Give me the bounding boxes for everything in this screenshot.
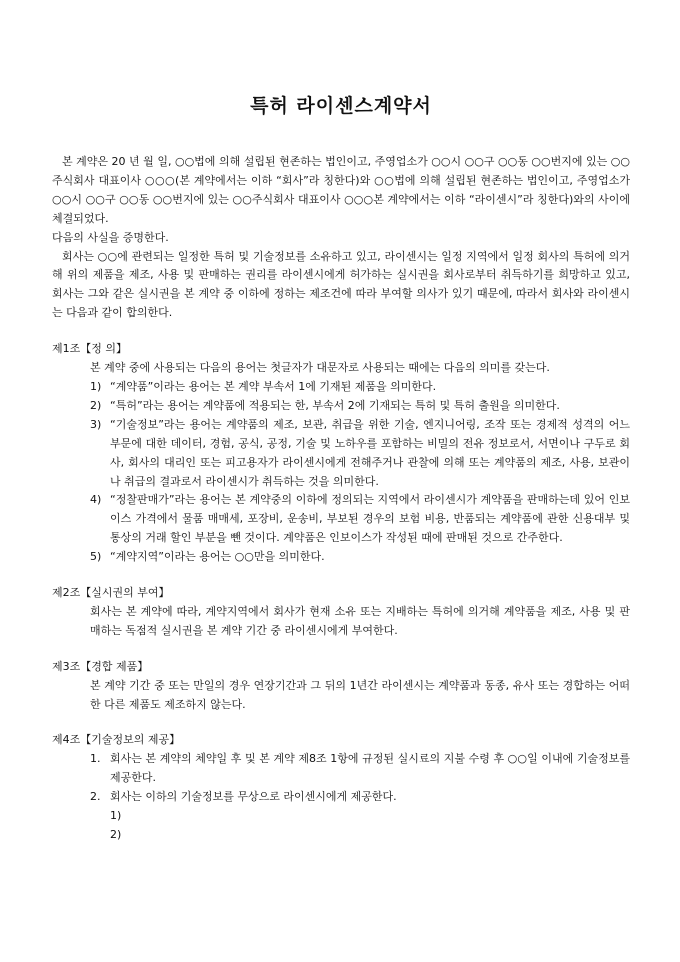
item-number: 2): [90, 398, 102, 412]
article-3-body: 본 계약 기간 중 또는 만일의 경우 연장기간과 그 뒤의 1년간 라이센시는 계약품과 동종, 유사 또는 경합하는 어떠한 다른 제품도 제조하지 않는다.: [90, 678, 630, 711]
article-2-body: 회사는 본 계약에 따라, 계약지역에서 회사가 현재 소유 또는 지배하는 특허에 의거해 계약품을 제조, 사용 및 판매하는 독점적 실시권을 본 계약 기간 중 라이센시에게 부여한다.: [90, 604, 630, 637]
document-title: 특허 라이센스계약서: [250, 95, 432, 117]
item-number: 3): [90, 417, 102, 431]
definition-item: [52, 378, 630, 397]
article-3: [52, 658, 630, 715]
sub-item: [52, 807, 630, 826]
item-number: 5): [90, 550, 102, 564]
preamble-parties: 본 계약은 20 년 월 일, ○○법에 의해 설립된 현존하는 법인이고, 주영업소가 ○○시 ○○구 ○○동 ○○번지에 있는 ○○주식회사 대표이사 ○○○(본 계약에서는 이하 “회사”라 칭한다)와 ○○법에 의해 설립된 현존하는 법인이고, 주영업소가 ○○시 ○○구 ○○동 ○○번지에 있는 ○○주식회사 대표이사 ○○○본 계약에서는 이하 “라이센시”라 칭한다)와의 사이에 체결되었다.: [52, 155, 630, 225]
item-text: “계약지역”이라는 용어는 ○○만을 의미한다.: [110, 550, 325, 564]
item-number: 1): [90, 379, 102, 393]
clause-item: [52, 788, 630, 807]
item-text: “기술정보”라는 용어는 계약품의 제조, 보관, 취급을 위한 기술, 엔지니어링, 조작 또는 경제적 성격의 어느 부문에 대한 데이터, 경험, 공식, 공정, 기술 및 노하우를 포함하는 비밀의 전유 정보로서, 서면이나 구두로 회사, 회사의 대리인 또는 피고용자가 라이센시에게 전해주거나 관찰에 의해 또는 계약품의 제조, 사용, 보관이나 취급의 결과로서 라이센시가 취득하는 것을 의미한다.: [110, 417, 630, 488]
definition-list: [52, 378, 630, 567]
article-1-title: 제1조【정 의】: [52, 342, 127, 356]
sub-item-number: 1): [110, 809, 122, 823]
definition-item: [52, 416, 630, 492]
item-number: 2.: [90, 790, 101, 804]
article-1: [52, 340, 630, 567]
item-number: 4): [90, 493, 102, 507]
preamble-recitals: 회사는 ○○에 관련되는 일정한 특허 및 기술정보를 소유하고 있고, 라이센시는 일정 지역에서 일정 회사의 특허에 의거해 위의 제품을 제조, 사용 및 판매하는 권리를 라이센시에게 허가하는 실시권을 회사로부터 취득하기를 희망하고 있고, 회사는 그와 같은 실시권을 본 계약 중 이하에 정하는 제조건에 따라 부여할 의사가 있기 때문에, 따라서 회사와 라이센시는 다음과 같이 합의한다.: [52, 249, 630, 320]
article-4: [52, 731, 630, 844]
item-text: “계약품”이라는 용어는 본 계약 부속서 1에 기재된 제품을 의미한다.: [110, 379, 437, 393]
clause-item: [52, 750, 630, 788]
item-text: “정찰판매가”라는 용어는 본 계약중의 이하에 정의되는 지역에서 라이센시가 계약품을 판매하는데 있어 인보이스 가격에서 물품 매매세, 포장비, 운송비, 부보된 경우의 보험 비용, 반품되는 계약품에 관한 신용대부 및 통상의 거래 할인 부분을 뺀 것이다. 계약품은 인보이스가 작성된 때에 판매된 것으로 간주한다.: [110, 493, 630, 545]
item-text: 회사는 본 계약의 체약일 후 및 본 계약 제8조 1항에 규정된 실시료의 지불 수령 후 ○○일 이내에 기술정보를 제공한다.: [110, 752, 630, 785]
item-text: 회사는 이하의 기술정보를 무상으로 라이센시에게 제공한다.: [110, 790, 397, 804]
article-2-title: 제2조【실시권의 부여】: [52, 586, 170, 600]
article-3-title: 제3조【경합 제품】: [52, 659, 149, 673]
definition-item: [52, 548, 630, 567]
article-1-intro: 본 계약 중에 사용되는 다음의 용어는 첫글자가 대문자로 사용되는 때에는 다음의 의미를 갖는다.: [90, 361, 550, 375]
preamble-witness: 다음의 사실을 증명한다.: [52, 230, 169, 244]
definition-item: [52, 491, 630, 548]
sub-item: [52, 826, 630, 845]
sub-item-number: 2): [110, 828, 122, 841]
item-text: “특허”라는 용어는 계약품에 적용되는 한, 부속서 2에 기재되는 특허 및 특허 출원을 의미한다.: [110, 398, 560, 412]
definition-item: [52, 397, 630, 416]
article-4-list: [52, 750, 630, 845]
preamble: [52, 153, 630, 323]
article-4-title: 제4조【기술정보의 제공】: [52, 733, 181, 747]
item-number: 1.: [90, 752, 101, 766]
article-2: [52, 584, 630, 641]
